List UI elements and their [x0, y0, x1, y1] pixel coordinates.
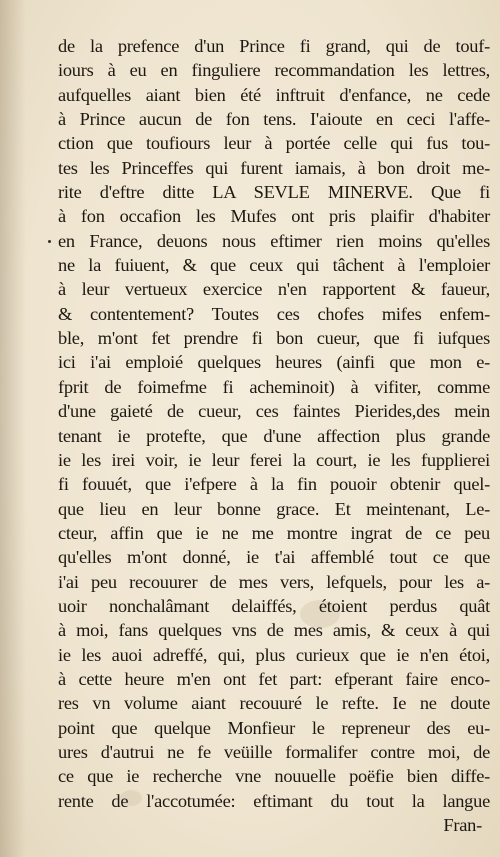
catchword: Fran- [443, 815, 482, 835]
text-line: ne la fuiuent, & que ceux qui tâchent à l'emploier [58, 255, 490, 276]
text-line: à fon occafion les Mufes ont pris plaifir d'habiter [58, 206, 490, 227]
text-line: tes les Princeffes qui furent iamais, à bon droit me- [58, 157, 490, 178]
text-line: fi fouuét, que i'efpere à la fin pouoir obtenir quel- [58, 474, 490, 495]
text-line: à moi, fans quelques vns de mes amis, & ceux à qui [58, 620, 490, 641]
text-line: ie les irei voir, ie leur ferei la court, ie les fupplierei [58, 449, 490, 470]
text-line: à Prince aucun de fon tens. I'aioute en ceci l'affe- [58, 109, 490, 130]
text-line: ici i'ai emploié quelques heures (ainfi que mon e- [58, 352, 490, 373]
text-line: ie les auoi adreffé, qui, plus curieux que ie n'en étoi, [58, 644, 490, 665]
text-line: d'une gaieté de cueur, ces faintes Pierides,des mein [58, 401, 490, 422]
body-text [58, 34, 490, 837]
text-line: aufquelles aiant bien été inftruit d'enfance, ne cede [58, 84, 490, 105]
text-line: que lieu en leur bonne grace. Et meintenant, Le- [58, 498, 490, 519]
text-line: en France, deuons nous eftimer rien moins qu'elles [58, 230, 490, 251]
text-line: de la prefence d'un Prince fi grand, qui de touf- [58, 36, 490, 56]
text-line: rente de l'accotumée: eftimant du tout la langue [58, 790, 490, 811]
text-line: point que quelque Monfieur le repreneur des eu- [58, 717, 490, 738]
text-line: fprit de foimefme fi acheminoit) à vifiter, comme [58, 376, 490, 397]
text-line: ction que toufiours leur à portée celle qui fus tou- [58, 133, 490, 154]
text-line: & contentement? Toutes ces chofes mifes enfem- [58, 303, 490, 324]
text-line: iours à eu en finguliere recommandation les lettres, [58, 60, 490, 81]
text-line: à cette heure m'en ont fet part: efperant faire enco- [58, 668, 490, 689]
text-line: i'ai peu recouurer de mes vers, lefquels, pour les a- [58, 571, 490, 592]
text-line: rite d'eftre ditte LA SEVLE MINERVE. Que fi [58, 182, 490, 203]
text-line: uoir nonchalâmant delaiffés, étoient perdus quât [58, 595, 490, 616]
gutter-shadow [0, 0, 26, 857]
text-line: ble, m'ont fet prendre fi bon cueur, que fi iufques [58, 328, 490, 349]
text-line: ures d'autrui ne fe veüille formalifer contre moi, de [58, 741, 490, 762]
text-line: cteur, affin que ie ne me montre ingrat de ce peu [58, 522, 490, 543]
text-line: à leur vertueux exercice n'en rapportent & faueur, [58, 279, 490, 300]
margin-mark [48, 240, 51, 243]
text-line: tenant ie protefte, que d'une affection plus grande [58, 425, 490, 446]
text-line: qu'elles m'ont donné, ie t'ai affemblé tout ce que [58, 547, 490, 568]
text-line: ce que ie recherche vne nouuelle poëfie bien diffe- [58, 766, 490, 787]
text-line: res vn volume aiant recouuré le refte. Ie ne doute [58, 693, 490, 714]
